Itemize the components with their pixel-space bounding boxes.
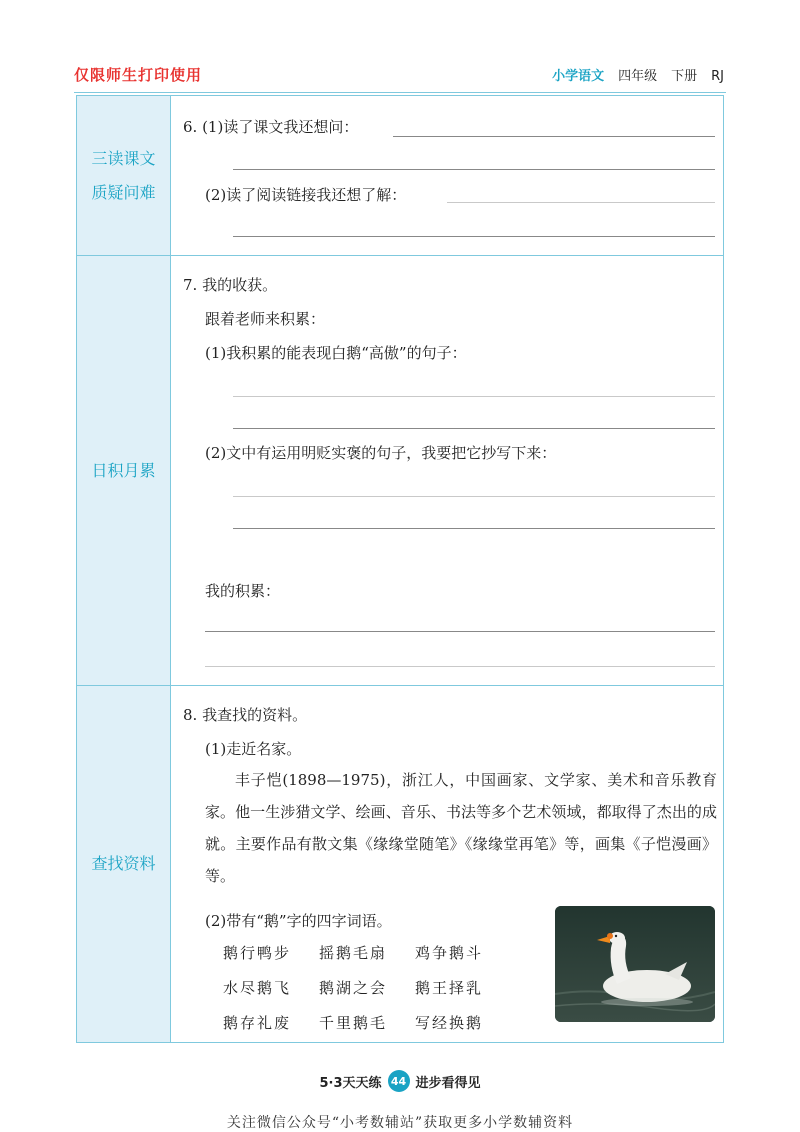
section-questioning: [77, 96, 723, 255]
section-label-questioning: [77, 96, 171, 255]
idiom: 鹅行鸭步: [223, 944, 292, 962]
section-content-questioning: [171, 96, 723, 255]
idiom: 水尽鹅飞: [223, 979, 292, 997]
idiom-list: [223, 942, 511, 1033]
subject-label: 小学语文: [552, 69, 605, 84]
my-accumulation-label: 我的积累：: [205, 582, 281, 600]
print-notice: 仅限师生打印使用: [74, 66, 203, 84]
idiom: 鹅湖之会: [319, 979, 388, 997]
edition-label: RJ: [711, 69, 724, 84]
answer-line[interactable]: [233, 396, 715, 397]
question-7-title: 7. 我的收获。: [183, 276, 278, 294]
footer-brand: 5·3天天练: [319, 1075, 382, 1091]
answer-line[interactable]: [205, 666, 715, 667]
idiom: 鸡争鹅斗: [415, 944, 484, 962]
section-label-line: 三读课文: [91, 148, 156, 168]
author-bio-paragraph: 丰子恺(1898—1975)，浙江人，中国画家、文学家、美术和音乐教育家。他一生涉猎文学、绘画、音乐、书法等多个艺术领域，都取得了杰出的成就。主要作品有散文集《缘缘堂随笔》《缘缘堂再笔》等，画集《子恺漫画》等。: [205, 771, 717, 885]
answer-line[interactable]: [233, 169, 715, 170]
idiom: 鹅存礼废: [223, 1014, 292, 1032]
page-footer: [0, 1070, 800, 1092]
answer-line[interactable]: [233, 428, 715, 429]
question-6-part1: 6. (1)读了课文我还想问：: [183, 118, 359, 136]
section-content-accumulation: [171, 256, 723, 685]
book-info: [552, 65, 724, 84]
answer-line[interactable]: [205, 631, 715, 632]
section-content-research: [171, 686, 723, 1042]
grade-label: 四年级: [618, 69, 658, 84]
question-8-part2: (2)带有“鹅”字的四字词语。: [205, 912, 392, 930]
term-label: 下册: [671, 69, 698, 84]
answer-line[interactable]: [233, 496, 715, 497]
footer-slogan: 进步看得见: [415, 1075, 481, 1091]
worksheet-table: [76, 95, 724, 1043]
question-8-part1: (1)走近名家。: [205, 740, 302, 758]
question-7-intro: 跟着老师来积累：: [205, 310, 326, 328]
idiom: 千里鹅毛: [319, 1014, 388, 1032]
answer-line[interactable]: [233, 236, 715, 237]
section-label-line: 质疑问难: [91, 182, 156, 202]
header-rule: [74, 92, 726, 93]
answer-line[interactable]: [447, 202, 715, 203]
page-number-badge: 44: [388, 1070, 410, 1092]
section-accumulation: [77, 255, 723, 685]
answer-line[interactable]: [233, 528, 715, 529]
watermark-text: 关注微信公众号“小考数辅站”获取更多小学数辅资料: [226, 1115, 574, 1131]
idiom: 摇鹅毛扇: [319, 944, 388, 962]
section-research: [77, 685, 723, 1042]
goose-illustration: [555, 906, 715, 1022]
idiom: 鹅王择乳: [415, 979, 484, 997]
answer-line[interactable]: [393, 136, 715, 137]
question-7-part2: (2)文中有运用明贬实褒的句子，我要把它抄写下来：: [205, 444, 557, 462]
idiom: 写经换鹅: [415, 1014, 484, 1032]
question-7-part1: (1)我积累的能表现白鹅“高傲”的句子：: [205, 344, 467, 362]
question-6-part2: (2)读了阅读链接我还想了解：: [205, 186, 407, 204]
section-label-accumulation: 日积月累: [77, 256, 171, 685]
goose-photo: [555, 906, 715, 1022]
question-8-title: 8. 我查找的资料。: [183, 706, 308, 724]
section-label-research: 查找资料: [77, 686, 171, 1042]
